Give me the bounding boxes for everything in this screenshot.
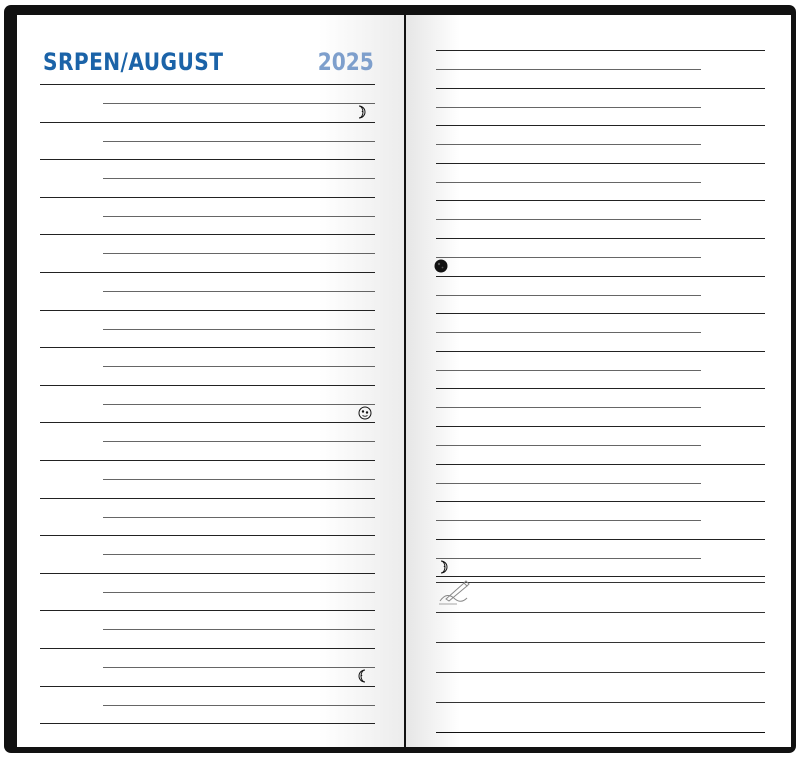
row-divider <box>436 107 701 108</box>
day-row <box>40 84 375 122</box>
day-row <box>40 197 375 235</box>
closing-rule <box>40 723 375 725</box>
notes-line <box>436 612 765 642</box>
row-divider <box>436 520 701 521</box>
row-divider <box>103 554 375 555</box>
row-divider <box>103 441 375 442</box>
day-row <box>40 422 375 460</box>
row-divider <box>103 479 375 480</box>
day-row <box>436 501 765 539</box>
notes-line <box>436 702 765 732</box>
day-row <box>436 125 765 163</box>
day-row <box>40 610 375 648</box>
day-row <box>436 238 765 276</box>
day-row <box>436 539 765 577</box>
pen-writing-icon <box>437 579 471 610</box>
day-row <box>40 573 375 611</box>
left-day-list <box>17 84 404 725</box>
day-row <box>40 686 375 724</box>
day-row <box>40 498 375 536</box>
row-divider <box>436 332 701 333</box>
day-row <box>40 310 375 348</box>
day-row <box>40 347 375 385</box>
row-divider <box>103 178 375 179</box>
row-divider <box>436 407 701 408</box>
row-divider <box>103 404 375 405</box>
day-row <box>40 460 375 498</box>
row-divider <box>103 216 375 217</box>
notes-bottom-rule <box>436 732 765 734</box>
row-divider <box>436 219 701 220</box>
year-label: 2025 <box>317 48 374 76</box>
row-divider <box>436 69 701 70</box>
row-divider <box>436 483 701 484</box>
day-row <box>436 163 765 201</box>
full-moon-icon <box>358 406 371 419</box>
row-divider <box>103 667 375 668</box>
row-divider <box>436 370 701 371</box>
notes-area <box>436 582 765 734</box>
row-divider <box>103 253 375 254</box>
day-row <box>40 648 375 686</box>
row-divider <box>436 182 701 183</box>
day-row <box>40 535 375 573</box>
first-quarter-moon-icon <box>352 105 365 118</box>
day-row <box>40 234 375 272</box>
row-divider <box>103 103 375 104</box>
day-row <box>436 276 765 314</box>
day-row <box>436 313 765 351</box>
day-row <box>436 50 765 88</box>
notes-line <box>436 582 765 612</box>
day-row <box>436 426 765 464</box>
day-row <box>40 385 375 423</box>
right-day-list <box>406 50 791 578</box>
row-divider <box>436 445 701 446</box>
row-divider <box>103 629 375 630</box>
row-divider <box>103 366 375 367</box>
notes-line <box>436 642 765 672</box>
row-divider <box>103 329 375 330</box>
row-divider <box>103 291 375 292</box>
day-row <box>436 200 765 238</box>
day-row <box>436 464 765 502</box>
row-divider <box>103 592 375 593</box>
day-row <box>40 159 375 197</box>
day-row <box>40 272 375 310</box>
month-title: SRPEN/AUGUST <box>43 48 224 76</box>
day-row <box>436 388 765 426</box>
row-divider <box>103 517 375 518</box>
closing-rule <box>436 576 765 578</box>
day-row <box>436 351 765 389</box>
row-divider <box>436 295 701 296</box>
last-quarter-moon-icon <box>358 669 371 682</box>
row-divider <box>103 141 375 142</box>
planner-frame <box>4 5 796 753</box>
left-page <box>17 15 404 747</box>
row-divider <box>436 558 701 559</box>
new-moon-icon <box>434 259 447 272</box>
right-page <box>406 15 791 747</box>
row-divider <box>436 257 701 258</box>
notes-line <box>436 672 765 702</box>
row-divider <box>436 144 701 145</box>
first-quarter-moon-icon <box>434 560 447 573</box>
day-row <box>436 88 765 126</box>
row-divider <box>103 705 375 706</box>
day-row <box>40 122 375 160</box>
